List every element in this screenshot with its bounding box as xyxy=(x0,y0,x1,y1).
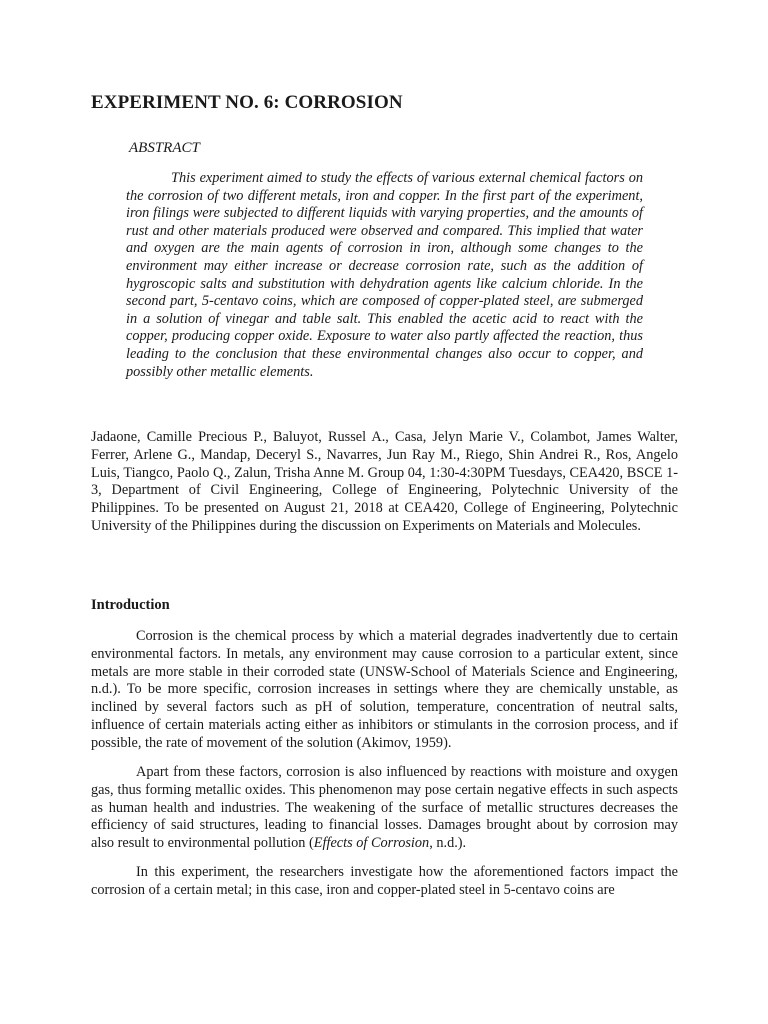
abstract-body: This experiment aimed to study the effects of various external chemical factors on the corrosion of two different metals, iron and copper. In the first part of the experiment, iron filings were subjected to different liquids with varying properties, and the amounts of rust and other materials produced were observed and compared. This implied that water and oxygen are the main agents of corrosion in iron, although some changes to the environment may either increase or decrease corrosion rate, such as the addition of hygroscopic salts and substitution with dehydration agents like calcium chloride. In the second part, 5-centavo coins, which are composed of copper-plated steel, are submerged in a solution of vinegar and table salt. This enabled the acetic acid to react with the copper, producing copper oxide. Exposure to water also partly affected the reaction, thus leading to the conclusion that these environmental changes also occur to copper, and possibly other metallic elements. xyxy=(126,170,643,380)
citation-suffix: , n.d.). xyxy=(429,835,467,852)
introduction-heading: Introduction xyxy=(91,597,170,613)
introduction-paragraph-1: Corrosion is the chemical process by which a material degrades inadvertently due to certain environmental factors. In metals, any environment may cause corrosion to a particular extent, since metals are more stable in their corroded state (UNSW-School of Materials Science and Engineering, n.d.). To be more specific, corrosion increases in settings where they are chemically unstable, as inclined by several factors such as pH of solution, temperature, concentration of neutral salts, influence of certain materials acting either as inhibitors or stimulants in the corrosion process, and if possible, the rate of movement of the solution (Akimov, 1959). xyxy=(91,628,678,751)
document-title: EXPERIMENT NO. 6: CORROSION xyxy=(91,92,403,113)
paragraph-2-text: Apart from these factors, corrosion is also influenced by reactions with moisture and oxygen gas, thus forming metallic oxides. This phenomenon may pose certain negative effects in such aspects as human health and industries. The weakening of the surface of metallic structures decreases the efficiency of said structures, leading to financial losses. Damages brought about by corrosion may also result to environmental pollution ( xyxy=(91,764,678,852)
introduction-paragraph-3: In this experiment, the researchers investigate how the aforementioned factors impact the corrosion of a certain metal; in this case, iron and copper-plated steel in 5-centavo coins are xyxy=(91,864,678,898)
citation-title: Effects of Corrosion xyxy=(313,835,430,852)
introduction-paragraph-2 xyxy=(91,764,678,853)
author-affiliation-paragraph: Jadaone, Camille Precious P., Baluyot, Russel A., Casa, Jelyn Marie V., Colambot, James Walter, Ferrer, Arlene G., Mandap, Deceryl S., Navarres, Jun Ray M., Riego, Shin Andrei R., Ros, Angelo Luis, Tiangco, Paolo Q., Zalun, Trisha Anne M. Group 04, 1:30-4:30PM Tuesdays, CEA420, BSCE 1-3, Department of Civil Engineering, College of Engineering, Polytechnic University of the Philippines. To be presented on August 21, 2018 at CEA420, College of Engineering, Polytechnic University of the Philippines during the discussion on Experiments on Materials and Molecules. xyxy=(91,429,678,534)
abstract-heading: ABSTRACT xyxy=(129,140,200,156)
